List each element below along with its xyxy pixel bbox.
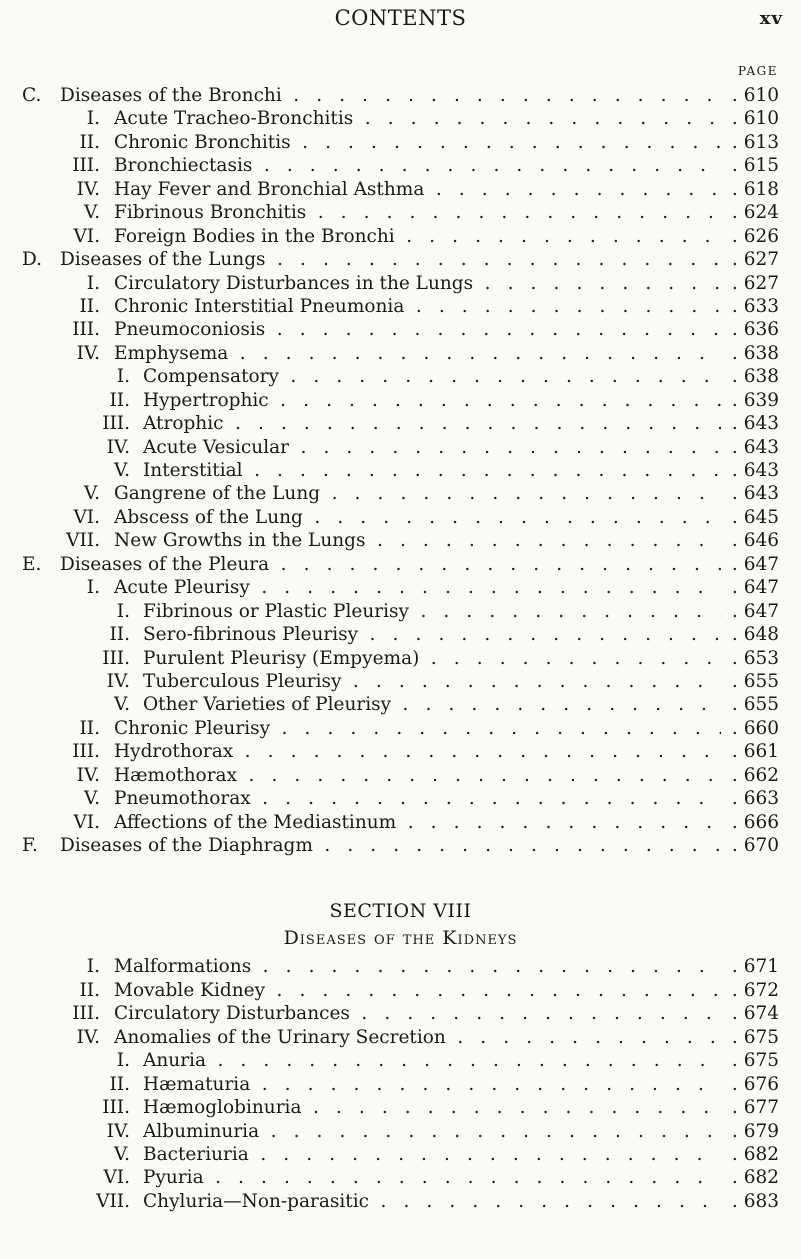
toc-entry-title: Gangrene of the Lung . . . — [114, 482, 721, 505]
toc-entry-page: . 639 — [724, 389, 779, 412]
toc-entry-number: VI. — [73, 225, 100, 247]
toc-entry-title: Albuminuria . . . — [143, 1120, 721, 1143]
toc-entry-title: Diseases of the Bronchi . . . — [60, 84, 721, 107]
page-column-label: PAGE — [738, 64, 778, 78]
toc-entry — [0, 834, 801, 857]
toc-entry-title: Foreign Bodies in the Bronchi . . . — [114, 225, 721, 248]
toc-entry — [0, 811, 801, 834]
toc-entry — [0, 576, 801, 599]
toc-entry — [0, 740, 801, 763]
toc-entry-title: Acute Tracheo-Bronchitis . . . — [114, 107, 721, 130]
toc-entry-number: I. — [116, 1050, 130, 1072]
toc-list-respiratory — [0, 84, 801, 857]
toc-entry-title: Diseases of the Lungs . . . — [60, 248, 721, 271]
toc-entry-title: Hypertrophic . . . — [143, 389, 721, 412]
toc-entry-number: II. — [79, 131, 100, 153]
toc-entry — [0, 717, 801, 740]
toc-entry — [0, 1073, 801, 1096]
toc-entry-number: VII. — [66, 530, 100, 552]
toc-entry-number: I. — [116, 366, 130, 388]
toc-entry — [0, 436, 801, 459]
toc-entry-title: Anuria . . . — [143, 1049, 721, 1072]
toc-entry — [0, 1049, 801, 1072]
toc-entry — [0, 1120, 801, 1143]
toc-entry-title: Acute Vesicular . . . — [143, 436, 721, 459]
toc-entry-title: Bacteriuria . . . — [143, 1143, 721, 1166]
toc-entry — [0, 1026, 801, 1049]
toc-entry-letter: E. — [22, 553, 42, 575]
toc-entry-number: II. — [109, 624, 130, 646]
toc-entry-number: V. — [83, 483, 100, 505]
toc-entry-page: . 662 — [724, 764, 779, 787]
toc-entry-page: . 638 — [724, 365, 779, 388]
toc-entry-title: Purulent Pleurisy (Empyema) . . . — [143, 647, 721, 670]
toc-entry-title: Interstitial . . . — [143, 459, 721, 482]
toc-entry — [0, 201, 801, 224]
toc-entry-page: . 682 — [724, 1166, 779, 1189]
toc-entry-number: V. — [113, 1143, 130, 1165]
toc-entry — [0, 647, 801, 670]
toc-entry-letter: C. — [22, 85, 42, 106]
toc-entry-number: II. — [79, 717, 100, 739]
toc-entry-letter: D. — [22, 249, 43, 271]
toc-entry-title: Bronchiectasis . . . — [114, 154, 721, 177]
toc-entry-page: . 675 — [724, 1049, 779, 1072]
toc-entry-title: Sero-fibrinous Pleurisy . . . — [143, 623, 721, 646]
toc-entry-title: Fibrinous Bronchitis . . . — [114, 201, 721, 224]
toc-entry-title: Circulatory Disturbances in the Lungs . . . — [114, 272, 721, 295]
toc-entry-title: Emphysema . . . — [114, 342, 721, 365]
toc-entry-page: . 655 — [724, 693, 779, 716]
toc-entry-title: Hæmoglobinuria . . . — [143, 1096, 721, 1119]
toc-entry-number: IV. — [76, 1026, 100, 1048]
toc-entry — [0, 342, 801, 365]
toc-entry-page: . 645 — [724, 506, 779, 529]
toc-entry-page: . 672 — [724, 979, 779, 1002]
toc-entry — [0, 131, 801, 154]
toc-entry-page: . 615 — [724, 154, 779, 177]
toc-entry-title: Other Varieties of Pleurisy . . . — [143, 693, 721, 716]
toc-entry-number: V. — [83, 202, 100, 224]
toc-entry-number: I. — [86, 577, 100, 599]
toc-entry-page: . 626 — [724, 225, 779, 248]
toc-entry-page: . 670 — [724, 834, 779, 857]
section-gap — [0, 857, 801, 897]
toc-entry-title: Circulatory Disturbances . . . — [114, 1002, 721, 1025]
toc-entry-page: . 653 — [724, 647, 779, 670]
toc-entry-page: . 643 — [724, 482, 779, 505]
toc-entry-number: III. — [72, 741, 100, 763]
toc-entry-number: V. — [83, 788, 100, 810]
toc-entry-page: . 663 — [724, 787, 779, 810]
toc-entry-title: Diseases of the Diaphragm . . . — [60, 834, 721, 857]
table-of-contents — [0, 84, 801, 1213]
toc-entry-number: V. — [113, 460, 130, 481]
toc-entry-title: Acute Pleurisy . . . — [114, 576, 721, 599]
toc-entry-title: Pneumothorax . . . — [114, 787, 721, 810]
toc-entry-number: III. — [102, 413, 130, 435]
toc-entry — [0, 295, 801, 318]
toc-entry-title: Hydrothorax . . . — [114, 740, 721, 763]
toc-entry-page: . 679 — [724, 1120, 779, 1143]
toc-entry-title: Abscess of the Lung . . . — [114, 506, 721, 529]
toc-entry-page: . 671 — [724, 955, 779, 978]
toc-entry-number: III. — [102, 1097, 130, 1119]
toc-entry — [0, 955, 801, 978]
toc-entry — [0, 412, 801, 435]
toc-entry-number: IV. — [76, 178, 100, 200]
toc-entry-page: . 613 — [724, 131, 779, 154]
toc-entry — [0, 1143, 801, 1166]
toc-entry-title: Fibrinous or Plastic Pleurisy . . . — [143, 600, 721, 623]
toc-entry-title: Atrophic . . . — [143, 412, 721, 435]
toc-entry — [0, 979, 801, 1002]
toc-entry — [0, 248, 801, 271]
toc-entry — [0, 178, 801, 201]
toc-entry-page: . 647 — [724, 553, 779, 576]
toc-entry-number: II. — [79, 295, 100, 317]
toc-entry-page: . 618 — [724, 178, 779, 201]
toc-entry — [0, 225, 801, 248]
toc-entry-page: . 643 — [724, 412, 779, 435]
toc-entry-page: . 638 — [724, 342, 779, 365]
toc-entry-number: VII. — [96, 1190, 130, 1212]
toc-entry — [0, 318, 801, 341]
toc-entry-number: I. — [86, 956, 100, 978]
toc-entry — [0, 670, 801, 693]
toc-entry — [0, 272, 801, 295]
toc-entry — [0, 1096, 801, 1119]
toc-entry-title: Hæmothorax . . . — [114, 764, 721, 787]
toc-entry-page: . 655 — [724, 670, 779, 693]
toc-entry-number: V. — [113, 694, 130, 716]
toc-entry-number: III. — [72, 319, 100, 341]
toc-entry-number: IV. — [76, 342, 100, 364]
toc-entry-page: . 647 — [724, 576, 779, 599]
toc-entry-page: . 610 — [724, 107, 779, 130]
toc-entry-number: VI. — [73, 811, 100, 833]
toc-entry — [0, 459, 801, 482]
toc-entry-title: Malformations . . . — [114, 955, 721, 978]
toc-entry-page: . 661 — [724, 740, 779, 763]
toc-entry-page: . 677 — [724, 1096, 779, 1119]
toc-entry-page: . 627 — [724, 272, 779, 295]
toc-entry-title: Chyluria—Non-parasitic . . . — [143, 1190, 721, 1213]
toc-entry — [0, 1166, 801, 1189]
toc-entry-page: . 624 — [724, 201, 779, 224]
toc-entry-number: III. — [102, 647, 130, 669]
toc-entry-page: . 610 — [724, 84, 779, 107]
toc-entry-title: Chronic Bronchitis . . . — [114, 131, 721, 154]
toc-entry — [0, 787, 801, 810]
toc-entry-title: Tuberculous Pleurisy . . . — [143, 670, 721, 693]
toc-entry-title: New Growths in the Lungs . . . — [114, 529, 721, 552]
toc-entry-title: Anomalies of the Urinary Secretion . . . — [114, 1026, 721, 1049]
toc-entry — [0, 154, 801, 177]
toc-entry-number: I. — [86, 272, 100, 294]
toc-entry-number: IV. — [106, 1120, 130, 1142]
toc-entry — [0, 623, 801, 646]
toc-entry-number: II. — [109, 389, 130, 411]
toc-entry — [0, 1190, 801, 1213]
toc-entry-number: IV. — [106, 670, 130, 692]
toc-entry-title: Pneumoconiosis . . . — [114, 318, 721, 341]
toc-entry-title: Pyuria . . . — [143, 1166, 721, 1189]
toc-entry-number: I. — [86, 108, 100, 130]
toc-entry-number: III. — [72, 155, 100, 177]
toc-entry-number: VI. — [73, 506, 100, 528]
toc-entry — [0, 600, 801, 623]
toc-entry-page: . 647 — [724, 600, 779, 623]
toc-entry — [0, 84, 801, 107]
toc-entry-number: II. — [79, 979, 100, 1001]
toc-entry-letter: F. — [22, 835, 38, 856]
toc-entry-title: Movable Kidney . . . — [114, 979, 721, 1002]
toc-entry — [0, 365, 801, 388]
toc-entry-page: . 675 — [724, 1026, 779, 1049]
toc-entry-number: VI. — [103, 1167, 130, 1189]
toc-entry — [0, 1002, 801, 1025]
toc-entry-page: . 636 — [724, 318, 779, 341]
toc-entry — [0, 529, 801, 552]
toc-entry-page: . 648 — [724, 623, 779, 646]
toc-entry — [0, 553, 801, 576]
page-header — [0, 6, 801, 36]
section-subtitle: Diseases of the Kidneys — [283, 927, 518, 950]
toc-entry-page: . 643 — [724, 459, 779, 482]
toc-entry-page: . 633 — [724, 295, 779, 318]
toc-entry-page: . 666 — [724, 811, 779, 834]
toc-entry-page: . 646 — [724, 529, 779, 552]
toc-entry — [0, 107, 801, 130]
toc-entry-number: III. — [72, 1003, 100, 1025]
toc-entry-number: IV. — [76, 764, 100, 786]
toc-entry-page: . 627 — [724, 248, 779, 271]
toc-entry-page: . 643 — [724, 436, 779, 459]
toc-entry — [0, 389, 801, 412]
toc-entry-page: . 683 — [724, 1190, 779, 1213]
toc-entry-title: Hay Fever and Bronchial Asthma . . . — [114, 178, 721, 201]
toc-entry-number: IV. — [106, 436, 130, 458]
toc-entry-page: . 676 — [724, 1073, 779, 1096]
toc-entry-title: Hæmaturia . . . — [143, 1073, 721, 1096]
toc-entry-page: . 660 — [724, 717, 779, 740]
toc-entry — [0, 482, 801, 505]
toc-entry — [0, 506, 801, 529]
toc-list-kidneys — [0, 955, 801, 1213]
page-folio: xv — [759, 8, 783, 29]
toc-entry-title: Chronic Interstitial Pneumonia . . . — [114, 295, 721, 318]
toc-entry-page: . 674 — [724, 1002, 779, 1025]
toc-entry — [0, 764, 801, 787]
running-title: CONTENTS — [334, 6, 467, 30]
toc-entry-title: Affections of the Mediastinum . . . — [114, 811, 721, 834]
toc-entry-title: Chronic Pleurisy . . . — [114, 717, 721, 740]
toc-entry-number: I. — [116, 600, 130, 622]
toc-entry-title: Diseases of the Pleura . . . — [60, 553, 721, 576]
toc-entry-page: . 682 — [724, 1143, 779, 1166]
toc-entry — [0, 693, 801, 716]
toc-entry-number: II. — [109, 1073, 130, 1095]
toc-entry-title: Compensatory . . . — [143, 365, 721, 388]
section-title: SECTION VIII — [329, 900, 472, 923]
